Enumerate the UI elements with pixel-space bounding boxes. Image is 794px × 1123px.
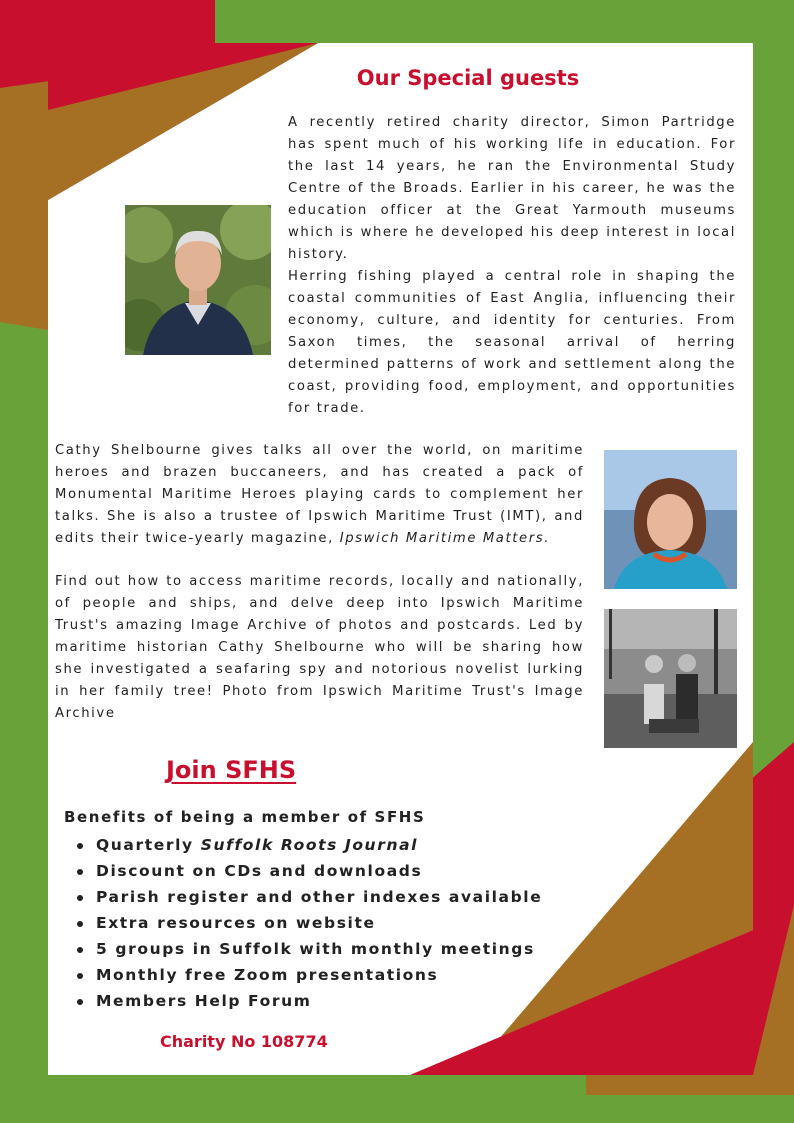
benefit-resources: Extra resources on website	[66, 910, 542, 936]
simon-bio: A recently retired charity director, Simon Partridge has spent much of his working life in education. For the last 14 years, he ran the Environmental Study Centre of the Broads. Earlier in his career, he was the education officer at the Great Yarmouth museums which is where he developed his deep interest in local history.	[288, 115, 736, 262]
magazine-title: Ipswich Maritime Matters.	[339, 531, 551, 546]
join-heading[interactable]: Join SFHS	[166, 756, 297, 784]
archive-photo	[604, 609, 737, 748]
cathy-bio-text: Cathy Shelbourne gives talks all over the world, on maritime heroes and brazen buccaneers, and has created a pack of Monumental Maritime Heroes playing cards to complement her talks. She is also a trustee of Ipswich Maritime Trust (IMT), and edits their twice-yearly magazine,	[55, 443, 584, 546]
benefit-groups: 5 groups in Suffolk with monthly meetings	[66, 936, 542, 962]
benefit-discount: Discount on CDs and downloads	[66, 858, 542, 884]
benefit-zoom: Monthly free Zoom presentations	[66, 962, 542, 988]
benefit-journal	[66, 832, 542, 858]
cathy-talk-description: Find out how to access maritime records, locally and nationally, of people and ships, and delve deep into Ipswich Maritime Trust's amazing Image Archive of photos and postcards. Led by maritime historian Cathy Shelbourne who will be sharing how she investigated a seafaring spy and notorious novelist lurking in her family tree! Photo from Ipswich Maritime Trust's Image Archive	[55, 574, 584, 721]
benefit-indexes: Parish register and other indexes available	[66, 884, 542, 910]
benefit-journal-prefix: Quarterly	[96, 836, 201, 854]
cathy-bio	[55, 440, 584, 550]
benefits-title: Benefits of being a member of SFHS	[64, 808, 426, 826]
journal-title: Suffolk Roots Journal	[200, 836, 419, 854]
cathy-photo	[604, 450, 737, 589]
simon-photo	[125, 205, 271, 355]
charity-number: Charity No 108774	[160, 1032, 328, 1051]
herring-description: Herring fishing played a central role in shaping the coastal communities of East Anglia, influencing their economy, culture, and identity for centuries. From Saxon times, the seasonal arrival of herring determined patterns of work and settlement along the coast, providing food, employment, and opportunities for trade.	[288, 269, 736, 416]
page-title: Our Special guests	[356, 66, 580, 90]
benefits-list	[66, 832, 542, 1014]
benefit-forum: Members Help Forum	[66, 988, 542, 1014]
